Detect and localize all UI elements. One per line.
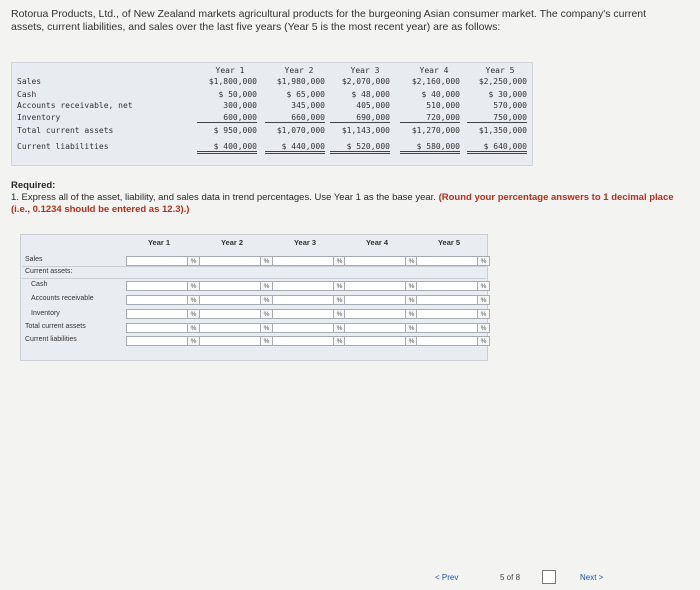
percent-sign: % bbox=[478, 281, 490, 291]
page-count: 5 of 8 bbox=[500, 573, 521, 582]
answer-row-label: Current liabilities bbox=[25, 336, 77, 343]
cell-value: $ 640,000 bbox=[467, 142, 527, 154]
percent-sign: % bbox=[188, 309, 200, 319]
required-section bbox=[11, 180, 681, 216]
row-divider bbox=[22, 266, 486, 267]
cell-value: $1,270,000 bbox=[411, 126, 460, 135]
year-header: Year 1 bbox=[215, 66, 245, 75]
cell-value: $ 950,000 bbox=[213, 126, 257, 135]
required-text: 1. Express all of the asset, liability, and sales data in trend percentages. Use Year 1 as the base year. bbox=[11, 192, 436, 203]
trend-input[interactable] bbox=[344, 256, 406, 266]
trend-input[interactable] bbox=[344, 309, 406, 319]
percent-sign: % bbox=[334, 323, 346, 333]
percent-sign: % bbox=[478, 256, 490, 266]
trend-input[interactable] bbox=[199, 336, 261, 346]
percent-sign: % bbox=[334, 309, 346, 319]
cell-value: 660,000 bbox=[265, 113, 325, 123]
cell-value: 690,000 bbox=[330, 113, 390, 123]
percent-sign: % bbox=[406, 281, 418, 291]
trend-input[interactable] bbox=[344, 336, 406, 346]
answer-grid bbox=[20, 234, 488, 361]
prev-button[interactable]: < Prev bbox=[435, 573, 459, 582]
percent-sign: % bbox=[406, 256, 418, 266]
cell-value: $2,160,000 bbox=[411, 77, 460, 86]
percent-sign: % bbox=[188, 323, 200, 333]
percent-sign: % bbox=[188, 295, 200, 305]
answer-year-header: Year 2 bbox=[220, 238, 244, 247]
percent-sign: % bbox=[261, 256, 273, 266]
row-label: Accounts receivable, net bbox=[17, 101, 133, 110]
percent-sign: % bbox=[261, 281, 273, 291]
percent-sign: % bbox=[478, 336, 490, 346]
cell-value: 300,000 bbox=[223, 101, 257, 110]
cell-value: $1,143,000 bbox=[341, 126, 390, 135]
grid-icon[interactable] bbox=[542, 570, 556, 584]
cell-value: 345,000 bbox=[291, 101, 325, 110]
cell-value: 600,000 bbox=[197, 113, 257, 123]
year-header: Year 5 bbox=[485, 66, 515, 75]
trend-input[interactable] bbox=[416, 323, 478, 333]
trend-input[interactable] bbox=[272, 281, 334, 291]
percent-sign: % bbox=[188, 256, 200, 266]
year-header: Year 2 bbox=[284, 66, 314, 75]
trend-input[interactable] bbox=[416, 295, 478, 305]
row-label: Total current assets bbox=[17, 126, 114, 135]
trend-input[interactable] bbox=[199, 309, 261, 319]
trend-input[interactable] bbox=[126, 295, 188, 305]
percent-sign: % bbox=[261, 323, 273, 333]
cell-value: $ 65,000 bbox=[286, 90, 325, 99]
row-label: Current liabilities bbox=[17, 142, 109, 151]
answer-row-label: Cash bbox=[31, 281, 48, 288]
percent-sign: % bbox=[261, 295, 273, 305]
cell-value: $ 48,000 bbox=[351, 90, 390, 99]
percent-sign: % bbox=[478, 295, 490, 305]
answer-row-label: Total current assets bbox=[25, 323, 86, 330]
trend-input[interactable] bbox=[344, 281, 406, 291]
year-header: Year 3 bbox=[350, 66, 380, 75]
rounding-note: (Round your percentage answers to 1 decimal place (i.e., 0.1234 should be entered as 12.3).) bbox=[11, 192, 674, 215]
year-header: Year 4 bbox=[419, 66, 449, 75]
cell-value: $ 30,000 bbox=[488, 90, 527, 99]
trend-input[interactable] bbox=[126, 336, 188, 346]
percent-sign: % bbox=[261, 309, 273, 319]
trend-input[interactable] bbox=[344, 295, 406, 305]
percent-sign: % bbox=[478, 309, 490, 319]
required-instructions bbox=[11, 192, 681, 216]
cell-value: $1,980,000 bbox=[276, 77, 325, 86]
percent-sign: % bbox=[334, 256, 346, 266]
trend-input[interactable] bbox=[199, 295, 261, 305]
cell-value: $ 50,000 bbox=[218, 90, 257, 99]
answer-year-header: Year 4 bbox=[365, 238, 389, 247]
data-table bbox=[11, 62, 533, 166]
trend-input[interactable] bbox=[272, 256, 334, 266]
cell-value: $ 580,000 bbox=[400, 142, 460, 154]
cell-value: $1,350,000 bbox=[478, 126, 527, 135]
cell-value: $ 400,000 bbox=[197, 142, 257, 154]
trend-input[interactable] bbox=[199, 256, 261, 266]
trend-input[interactable] bbox=[416, 256, 478, 266]
cell-value: 720,000 bbox=[400, 113, 460, 123]
cell-value: $1,800,000 bbox=[208, 77, 257, 86]
trend-input[interactable] bbox=[126, 281, 188, 291]
trend-input[interactable] bbox=[416, 309, 478, 319]
cell-value: $ 440,000 bbox=[265, 142, 325, 154]
percent-sign: % bbox=[261, 336, 273, 346]
cell-value: 750,000 bbox=[467, 113, 527, 123]
trend-input[interactable] bbox=[272, 323, 334, 333]
trend-input[interactable] bbox=[272, 309, 334, 319]
trend-input[interactable] bbox=[416, 336, 478, 346]
percent-sign: % bbox=[406, 323, 418, 333]
cell-value: 510,000 bbox=[426, 101, 460, 110]
trend-input[interactable] bbox=[416, 281, 478, 291]
problem-intro: Rotorua Products, Ltd., of New Zealand markets agricultural products for the burgeoning Asian consumer market. The company's current assets, current liabilities, and sales over the last five years (Year 5 is the most recent year) are as follows: bbox=[11, 8, 647, 33]
answer-year-header: Year 1 bbox=[147, 238, 171, 247]
cell-value: $ 40,000 bbox=[421, 90, 460, 99]
trend-input[interactable] bbox=[199, 281, 261, 291]
percent-sign: % bbox=[406, 295, 418, 305]
trend-input[interactable] bbox=[126, 323, 188, 333]
next-button[interactable]: Next > bbox=[580, 573, 604, 582]
pagination bbox=[435, 570, 635, 586]
answer-row-label: Accounts receivable bbox=[31, 295, 94, 302]
trend-input[interactable] bbox=[344, 323, 406, 333]
row-divider bbox=[22, 278, 486, 279]
cell-value: $2,070,000 bbox=[341, 77, 390, 86]
answer-row-label: Current assets: bbox=[25, 268, 73, 275]
cell-value: 570,000 bbox=[493, 101, 527, 110]
trend-input[interactable] bbox=[199, 323, 261, 333]
cell-value: $ 520,000 bbox=[330, 142, 390, 154]
cell-value: $1,070,000 bbox=[276, 126, 325, 135]
cell-value: $2,250,000 bbox=[478, 77, 527, 86]
trend-input[interactable] bbox=[272, 336, 334, 346]
percent-sign: % bbox=[334, 281, 346, 291]
cell-value: 405,000 bbox=[356, 101, 390, 110]
trend-input[interactable] bbox=[126, 309, 188, 319]
answer-year-header: Year 3 bbox=[293, 238, 317, 247]
answer-year-header: Year 5 bbox=[437, 238, 461, 247]
percent-sign: % bbox=[334, 336, 346, 346]
answer-row-label: Sales bbox=[25, 256, 43, 263]
row-label: Cash bbox=[17, 90, 37, 99]
percent-sign: % bbox=[188, 281, 200, 291]
trend-input[interactable] bbox=[126, 256, 188, 266]
percent-sign: % bbox=[334, 295, 346, 305]
percent-sign: % bbox=[478, 323, 490, 333]
percent-sign: % bbox=[406, 309, 418, 319]
row-label: Inventory bbox=[17, 113, 61, 122]
percent-sign: % bbox=[406, 336, 418, 346]
row-label: Sales bbox=[17, 77, 42, 86]
trend-input[interactable] bbox=[272, 295, 334, 305]
answer-row-label: Inventory bbox=[31, 310, 60, 317]
percent-sign: % bbox=[188, 336, 200, 346]
required-title: Required: bbox=[11, 180, 56, 191]
